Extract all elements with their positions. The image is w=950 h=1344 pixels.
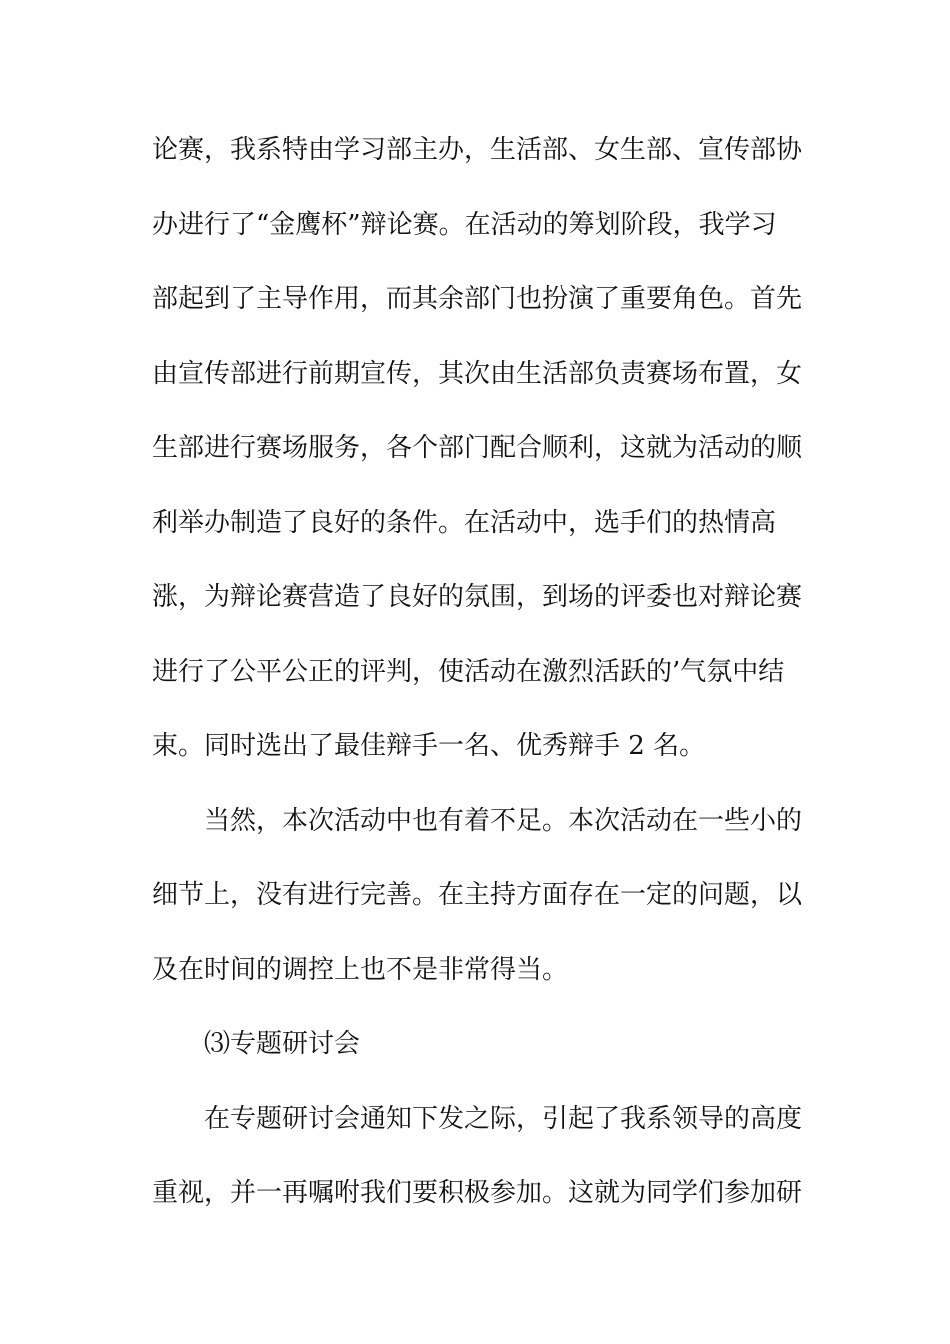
text-line-5: 生部进行赛场服务，各个部门配合顺利，这就为活动的顺 <box>152 433 803 463</box>
text-line-2: 办进行了“金鹰杯”辩论赛。在活动的筹划阶段，我学习 <box>152 209 777 240</box>
text-line-4: 由宣传部进行前期宣传，其次由生活部负责赛场布置，女 <box>152 358 803 389</box>
text-line-15: 重视，并一再嘱咐我们要积极参加。这就为同学们参加研 <box>152 1178 803 1208</box>
text-line-1: 论赛，我系特由学习部主办，生活部、女生部、宣传部协 <box>152 135 803 165</box>
text-line-6: 利举办制造了良好的条件。在活动中，选手们的热情高 <box>152 507 777 538</box>
text-line-10: 当然，本次活动中也有着不足。本次活动在一些小的 <box>204 805 803 836</box>
text-line-11: 细节上，没有进行完善。在主持方面存在一定的问题，以 <box>152 880 803 910</box>
section-heading: ⑶专题研讨会 <box>204 1029 361 1059</box>
text-line-3: 部起到了主导作用，而其余部门也扮演了重要角色。首先 <box>152 284 803 314</box>
body-text <box>152 124 803 1242</box>
text-line-14: 在专题研讨会通知下发之际，引起了我系领导的高度 <box>204 1103 803 1134</box>
text-line-12: 及在时间的调控上也不是非常得当。 <box>152 954 569 985</box>
text-line-8: 进行了公平公正的评判，使活动在激烈活跃的’气氛中结 <box>152 656 785 687</box>
text-line-7: 涨，为辩论赛营造了良好的氛围，到场的评委也对辩论赛 <box>152 582 803 612</box>
text-line-9: 束。同时选出了最佳辩手一名、优秀辩手 2 名。 <box>152 731 706 761</box>
